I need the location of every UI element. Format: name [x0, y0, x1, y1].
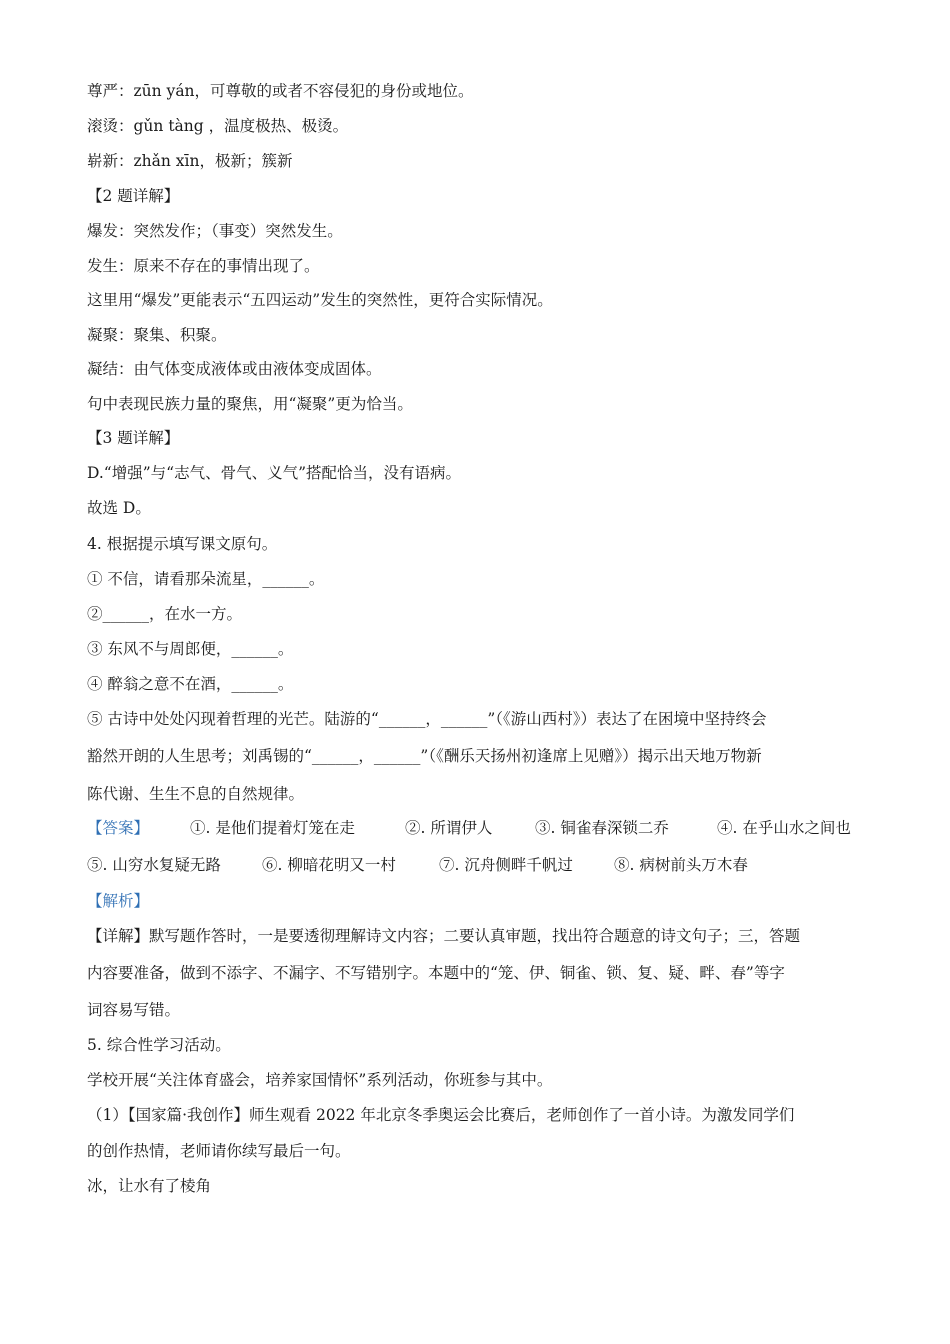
text-line: 凝聚：聚集、积聚。	[87, 326, 227, 344]
answer-row	[87, 818, 851, 838]
section-heading: 【2 题详解】	[87, 187, 180, 205]
question-item: ②______，在水一方。	[87, 605, 243, 623]
question-item: ③ 东风不与周郎便，______。	[87, 640, 294, 658]
question-item: ① 不信，请看那朵流星，______。	[87, 570, 325, 588]
text-line: 句中表现民族力量的聚焦，用“凝聚”更为恰当。	[87, 395, 413, 413]
text-line: 凝结：由气体变成液体或由液体变成固体。	[87, 360, 382, 378]
text-line: 冰，让水有了棱角	[87, 1177, 212, 1195]
question-title: 5. 综合性学习活动。	[87, 1036, 231, 1054]
text-line: 滚烫：gǔn tàng ，温度极热、极烫。	[87, 117, 349, 135]
answer-label: 【答案】	[87, 819, 150, 837]
question-item: ⑤ 古诗中处处闪现着哲理的光芒。陆游的“______，______”（《游山西村》）表达了在困境中坚持终会	[87, 710, 767, 728]
answer-item: ⑦. 沉舟侧畔千帆过	[439, 856, 573, 874]
question-item: 豁然开朗的人生思考；刘禹锡的“______，______”（《酬乐天扬州初逢席上见赠》）揭示出天地万物新	[87, 747, 762, 765]
text-line: 内容要准备，做到不添字、不漏字、不写错别字。本题中的“笼、伊、铜雀、锁、复、疑、畔、春”等字	[87, 964, 785, 982]
text-line: 崭新：zhǎn xīn，极新；簇新	[87, 152, 293, 170]
text-line: 的创作热情，老师请你续写最后一句。	[87, 1142, 351, 1160]
text-line: 学校开展“关注体育盛会，培养家国情怀”系列活动，你班参与其中。	[87, 1071, 553, 1089]
answer-item: ⑤. 山穷水复疑无路	[87, 856, 221, 874]
section-heading: 【3 题详解】	[87, 429, 180, 447]
answer-item: ⑥. 柳暗花明又一村	[262, 856, 396, 874]
text-line: 发生：原来不存在的事情出现了。	[87, 257, 320, 275]
text-line: 故选 D。	[87, 499, 151, 517]
text-line: 【详解】默写题作答时，一是要透彻理解诗文内容；二要认真审题，找出符合题意的诗文句子；三，答题	[87, 927, 801, 945]
answer-item: ⑧. 病树前头万木春	[614, 856, 748, 874]
question-item: 陈代谢、生生不息的自然规律。	[87, 785, 305, 803]
text-line: 尊严：zūn yán，可尊敬的或者不容侵犯的身份或地位。	[87, 82, 474, 100]
text-line: （1）【国家篇·我创作】师生观看 2022 年北京冬季奥运会比赛后，老师创作了一首小诗。为激发同学们	[87, 1106, 795, 1124]
analysis-label: 【解析】	[87, 892, 150, 910]
text-line: 爆发：突然发作；（事变）突然发生。	[87, 222, 343, 240]
answer-item: ②. 所谓伊人	[405, 819, 493, 837]
question-item: ④ 醉翁之意不在酒，______。	[87, 675, 294, 693]
text-line: 这里用“爆发”更能表示“五四运动”发生的突然性，更符合实际情况。	[87, 291, 553, 309]
question-title: 4. 根据提示填写课文原句。	[87, 535, 278, 553]
text-line: 词容易写错。	[87, 1001, 181, 1019]
text-line: D.“增强”与“志气、骨气、义气”搭配恰当，没有语病。	[87, 464, 461, 482]
answer-item: ③. 铜雀春深锁二乔	[535, 819, 669, 837]
answer-item: ④. 在乎山水之间也	[717, 819, 851, 837]
answer-item: ①. 是他们提着灯笼在走	[190, 819, 355, 837]
